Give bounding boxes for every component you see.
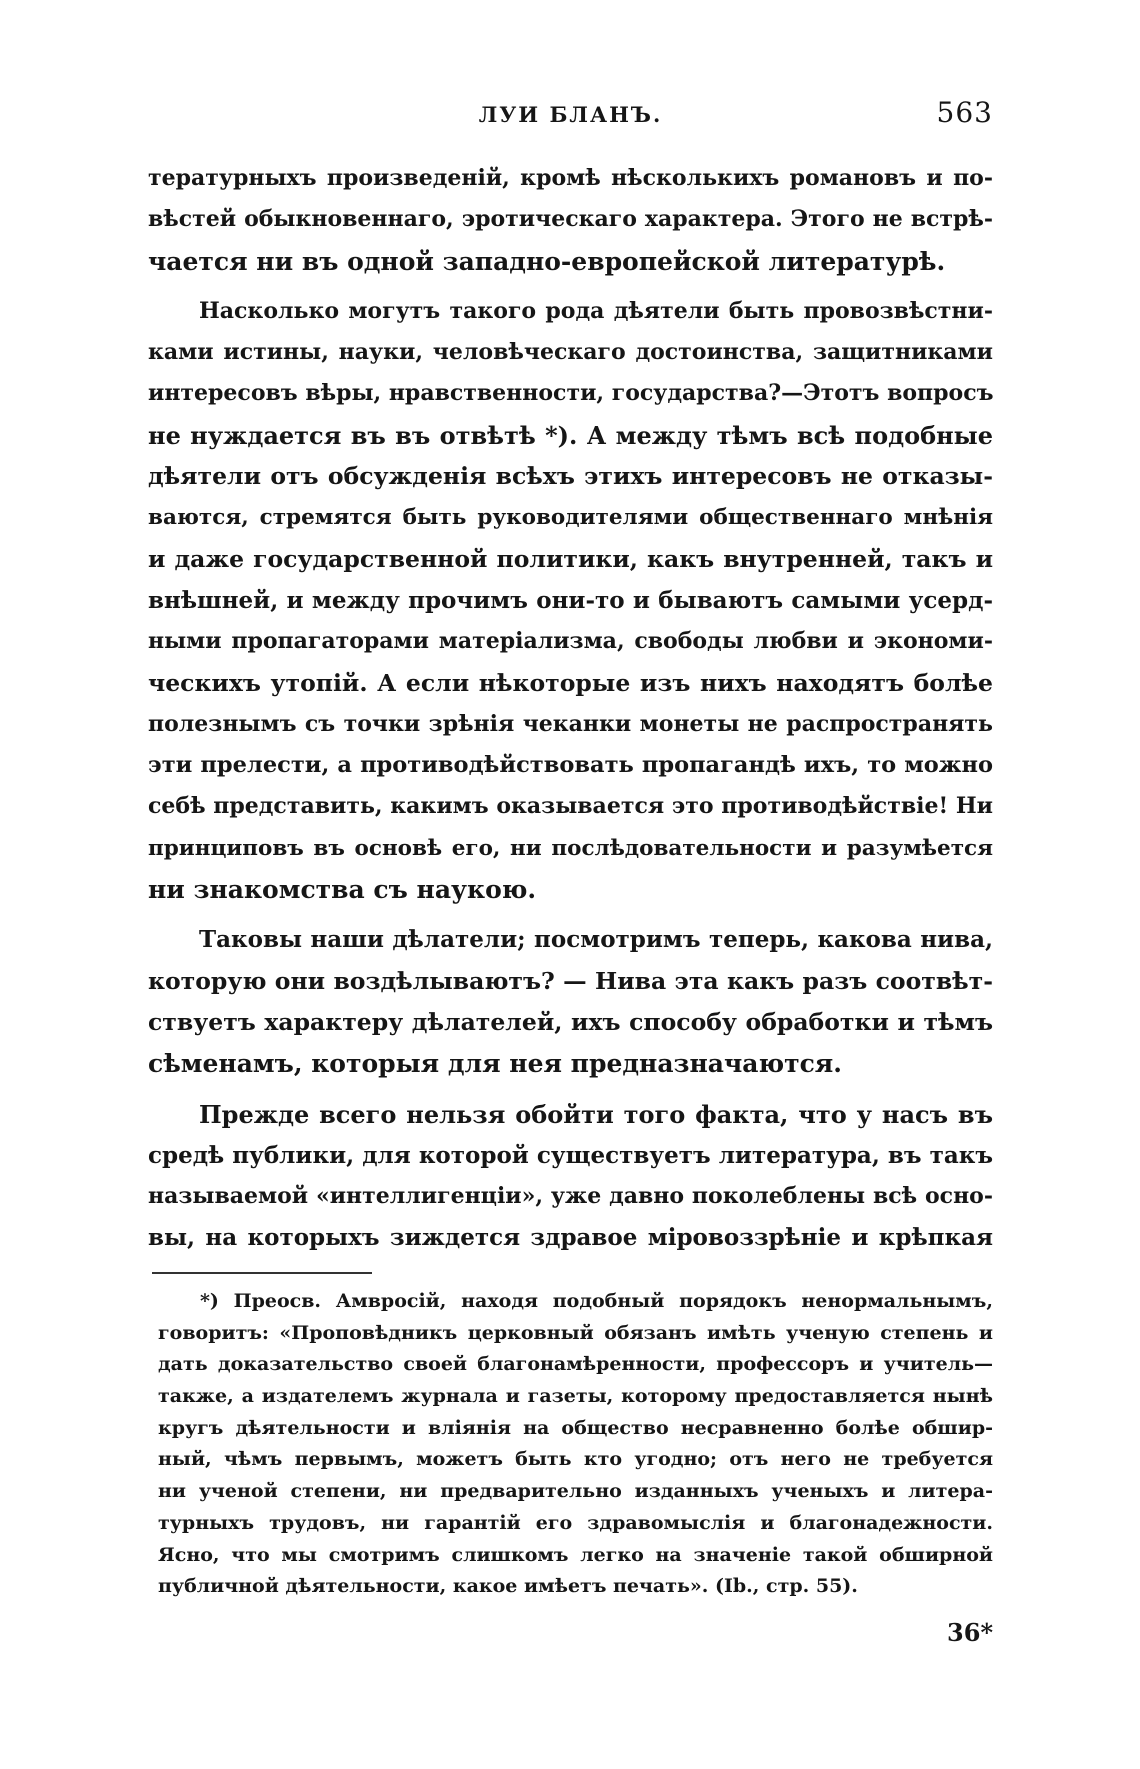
footnote-line: кругъ дѣятельности и вліянія на общество несравненно болѣе обшир- [158, 1416, 993, 1439]
paragraph [148, 291, 993, 910]
text-line: ствуетъ характеру дѣлателей, ихъ способу обработки и тѣмъ [148, 1007, 993, 1036]
text-line: ни знакомства съ наукою. [148, 875, 537, 905]
text-line: вѣстей обыкновеннаго, эротическаго характера. Этого не встрѣ- [148, 206, 993, 233]
text-line: ваются, стремятся быть руководителями общественнаго мнѣнія [148, 505, 993, 531]
footnote-line: также, а издателемъ журнала и газеты, которому предоставляется нынѣ [158, 1385, 993, 1408]
text-line: не нуждается въ въ отвѣтѣ *). А между тѣмъ всѣ подобные [148, 420, 993, 450]
text-line: интересовъ вѣры, нравственности, государства?—Этотъ вопросъ [148, 380, 994, 407]
page-number: 563 [936, 96, 993, 129]
footnote-line: публичной дѣятельности, какое имѣетъ печать». (Ib., стр. 55). [158, 1575, 858, 1598]
text-line: и даже государственной политики, какъ внутренней, такъ и [148, 544, 993, 573]
text-line: себѣ представить, какимъ оказывается это противодѣйствіе! Ни [148, 793, 993, 820]
signature-mark: 36* [947, 1618, 993, 1647]
paragraph [148, 919, 993, 1084]
footnote-line: ный, чѣмъ первымъ, можетъ быть кто угодно; отъ него не требуется [158, 1448, 993, 1471]
text-line: чается ни въ одной западно-европейской литературѣ. [148, 246, 946, 276]
footnote-line: *) Преосв. Амвросій, находя подобный порядокъ ненормальнымъ, [200, 1290, 993, 1312]
footnote-separator [152, 1272, 372, 1274]
text-line: ками истины, науки, человѣческаго достоинства, защитниками [148, 339, 993, 366]
text-line: Таковы наши дѣлатели; посмотримъ теперь, какова нива, [199, 926, 993, 954]
footnote-line: говоритъ: «Проповѣдникъ церковный обязанъ имѣть ученую степень и [158, 1321, 993, 1344]
footnote-line: турныхъ трудовъ, ни гарантій его здравомыслія и благонадежности. [158, 1511, 993, 1534]
footnote-line: Ясно, что мы смотримъ слишкомъ легко на значеніе такой обширной [158, 1543, 993, 1566]
text-line: принциповъ въ основѣ его, ни послѣдовательности и разумѣется [148, 835, 993, 861]
page-header [148, 96, 993, 136]
paragraph [148, 1094, 993, 1259]
text-line: сѣменамъ, которыя для нея предназначаются. [148, 1049, 842, 1079]
text-line: ческихъ утопій. А если нѣкоторые изъ нихъ находятъ болѣе [148, 668, 993, 697]
text-line: дѣятели отъ обсужденія всѣхъ этихъ интересовъ не отказы- [148, 462, 993, 491]
text-line: внѣшней, и между прочимъ они-то и бываютъ самыми усерд- [148, 586, 993, 614]
text-line: эти прелести, а противодѣйствовать пропагандѣ ихъ, то можно [148, 752, 993, 779]
footnote [158, 1286, 993, 1603]
text-line: вы, на которыхъ зиждется здравое міровоззрѣніе и крѣпкая [148, 1224, 993, 1252]
text-line: средѣ публики, для которой существуетъ литература, въ такъ [148, 1141, 993, 1169]
paragraph [148, 158, 993, 282]
text-line: которую они воздѣлываютъ? — Нива эта какъ разъ соотвѣт- [148, 966, 993, 995]
footnote-line: дать доказательство своей благонамѣренности, профессоръ и учитель— [158, 1353, 993, 1376]
text-line: Прежде всего нельзя обойти того факта, что у насъ въ [199, 1099, 993, 1129]
text-line: тературныхъ произведеній, кромѣ нѣсколькихъ романовъ и по- [148, 165, 993, 191]
running-title: ЛУИ БЛАНЪ. [478, 102, 663, 127]
footnote-line: ни ученой степени, ни предварительно изданныхъ ученыхъ и литера- [158, 1480, 993, 1503]
text-line: называемой «интеллигенціи», уже давно поколеблены всѣ осно- [148, 1183, 993, 1210]
text-line: Насколько могутъ такого рода дѣятели быть провозвѣстни- [199, 297, 993, 324]
main-text [148, 158, 993, 1259]
text-line: ными пропагаторами матеріализма, свободы любви и экономи- [148, 628, 993, 655]
text-line: полезнымъ съ точки зрѣнія чеканки монеты не распространять [148, 710, 993, 737]
